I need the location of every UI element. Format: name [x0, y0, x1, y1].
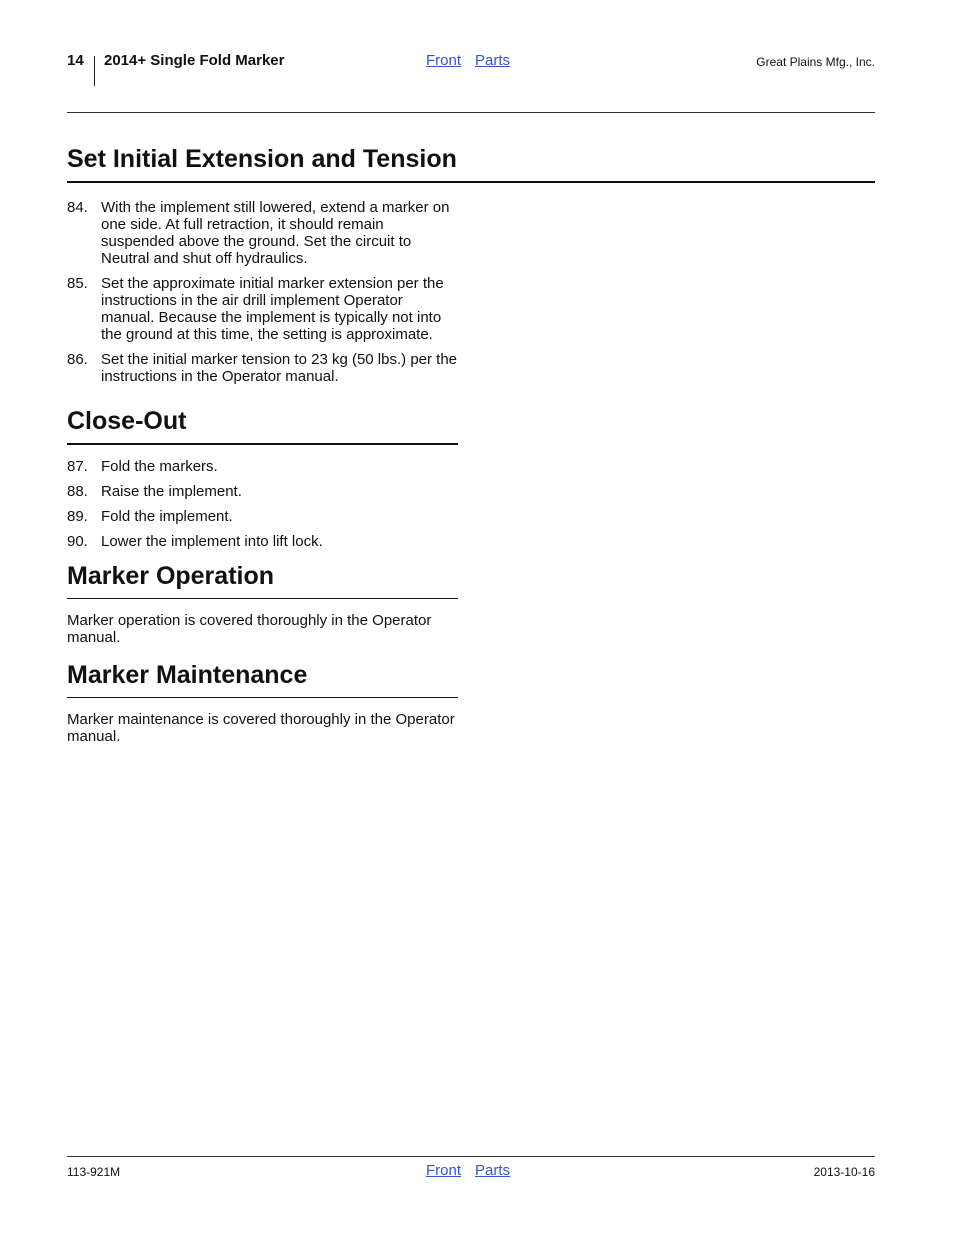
list-item [67, 275, 458, 343]
section-title-marker-maintenance: Marker Maintenance [67, 661, 458, 698]
step-text: With the implement still lowered, extend a marker on one side. At full retraction, it should remain suspended above the ground. Set the circuit to Neutral and shut off hydraulics. [101, 199, 450, 267]
list-item [67, 351, 458, 385]
step-text: Raise the implement. [101, 483, 242, 500]
footer-parts-link[interactable]: Parts [475, 1162, 511, 1179]
page-header [67, 50, 875, 90]
header-parts-link[interactable]: Parts [475, 52, 511, 69]
step-number: 87. [67, 458, 88, 475]
header-nav-links [426, 52, 524, 69]
section-title-marker-operation: Marker Operation [67, 562, 458, 599]
header-front-link[interactable]: Front [426, 52, 462, 69]
header-divider [94, 56, 95, 86]
step-number: 90. [67, 533, 88, 550]
document-number: 113-921M [67, 1165, 121, 1179]
step-text: Fold the implement. [101, 508, 233, 525]
marker-operation-text: Marker operation is covered thoroughly in the Operator manual. [67, 612, 432, 646]
step-text: Fold the markers. [101, 458, 218, 475]
footer-rule [67, 1156, 875, 1157]
step-number: 88. [67, 483, 88, 500]
list-item [67, 533, 458, 550]
content-column [67, 199, 458, 745]
step-number: 84. [67, 199, 88, 216]
initial-extension-steps [67, 199, 458, 385]
section-title-close-out: Close-Out [67, 407, 458, 445]
page-number: 14 [67, 52, 84, 69]
page-footer [67, 1162, 875, 1186]
list-item [67, 458, 458, 475]
list-item [67, 483, 458, 500]
revision-date: 2013-10-16 [813, 1165, 875, 1179]
footer-front-link[interactable]: Front [426, 1162, 462, 1179]
section-title-initial-extension: Set Initial Extension and Tension [67, 145, 875, 183]
list-item [67, 508, 458, 525]
footer-nav-links [426, 1162, 524, 1179]
step-text: Set the initial marker tension to 23 kg (50 lbs.) per the instructions in the Operator manual. [101, 351, 458, 385]
step-text: Set the approximate initial marker extension per the instructions in the air drill implement Operator manual. Because the implement is typically not into the ground at this time, the setting is approximate. [101, 275, 444, 343]
step-number: 89. [67, 508, 88, 525]
list-item [67, 199, 458, 267]
company-name: Great Plains Mfg., Inc. [756, 55, 875, 69]
step-number: 85. [67, 275, 88, 292]
marker-maintenance-text: Marker maintenance is covered thoroughly in the Operator manual. [67, 711, 455, 745]
step-number: 86. [67, 351, 88, 368]
header-rule [67, 112, 875, 113]
close-out-steps [67, 458, 458, 550]
document-title: 2014+ Single Fold Marker [104, 52, 285, 69]
step-text: Lower the implement into lift lock. [101, 533, 323, 550]
